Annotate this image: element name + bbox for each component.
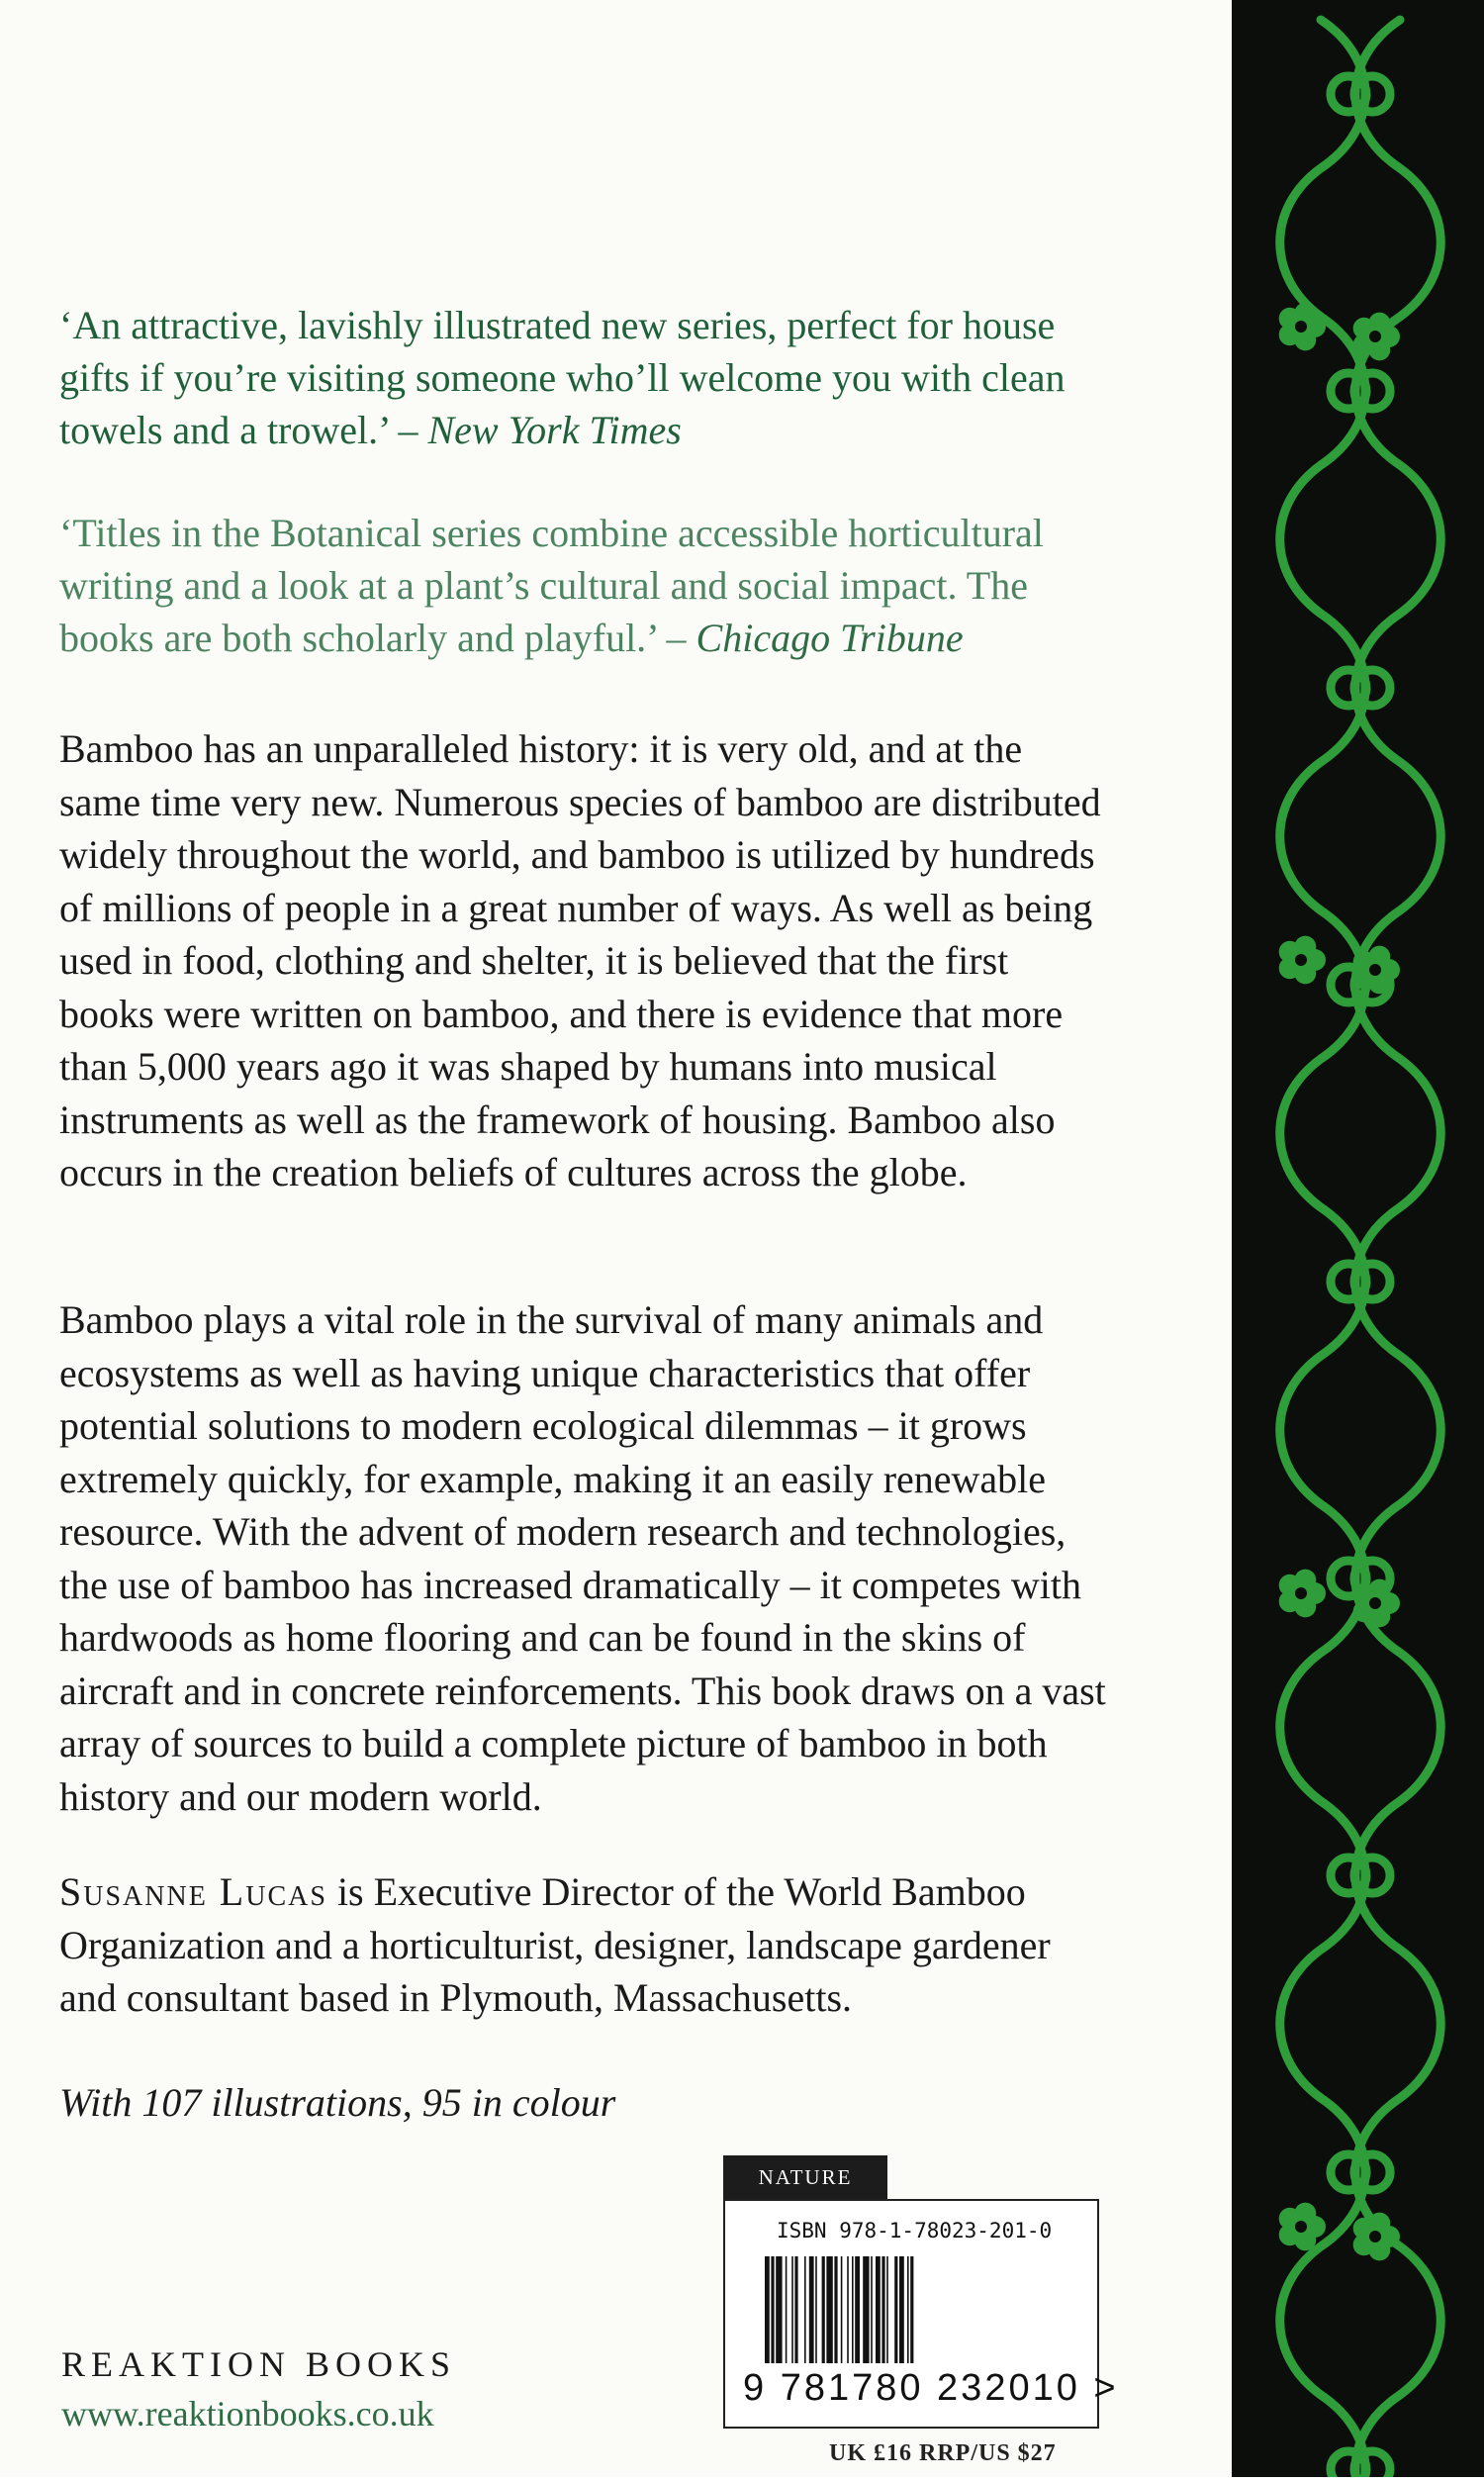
barcode-bar — [776, 2256, 782, 2363]
flower-petal — [1368, 1579, 1390, 1601]
flower-petal — [1294, 2203, 1316, 2225]
barcode-bar — [791, 2256, 793, 2363]
barcode-panel — [723, 2199, 1119, 2429]
vine-stroke — [1355, 614, 1440, 910]
barcode-bar — [815, 2256, 817, 2363]
flower-center — [1295, 2221, 1307, 2233]
barcode-bar — [876, 2256, 881, 2363]
flower-petal — [1368, 2213, 1390, 2235]
flower-center — [1295, 954, 1307, 966]
vine-stroke — [1355, 1207, 1440, 1504]
flower-petal — [1294, 303, 1316, 325]
barcode-bar — [822, 2256, 825, 2363]
flower-petal — [1294, 936, 1316, 958]
barcode-bar — [804, 2256, 806, 2363]
flower-petal — [1368, 946, 1390, 968]
barcode-bar — [910, 2256, 913, 2363]
flower-petal — [1368, 313, 1390, 334]
barcode-bar — [881, 2256, 884, 2363]
vine-stroke — [1355, 1801, 1440, 2098]
illustrations-note: With 107 illustrations, 95 in colour — [59, 2080, 616, 2125]
quote-source: New York Times — [427, 408, 682, 452]
author-bio-text: is Executive Director of the World Bamboo Organization and a horticulturist, designer, landscape gardener and consultant based in Plymouth, Massachusetts. — [59, 1869, 1051, 2020]
barcode-bar — [809, 2256, 814, 2363]
review-quote-nyt — [59, 299, 1108, 456]
vine-stroke — [1355, 1504, 1440, 1801]
vine-stroke — [1280, 317, 1365, 614]
barcode-bar — [871, 2256, 873, 2363]
description-paragraph-2: Bamboo plays a vital role in the survival of many animals and ecosystems as well as having unique characteristics that offer potential solutions to modern ecological dilemmas – it grows extremely quickly, for example, making it an easily renewable resource. With the advent of modern research and technologies, the use of bamboo has increased dramatically – it competes with hardwoods as home flooring and can be found in the skins of aircraft and in concrete reinforcements. This book draws on a vast array of sources to build a complete picture of bamboo in both history and our modern world. — [59, 1297, 1106, 1819]
floral-vine-icon — [1232, 0, 1484, 2477]
vine-stroke — [1355, 20, 1440, 317]
isbn-text: ISBN 978-1-78023-201-0 — [777, 2219, 1053, 2242]
flower-center — [1369, 1597, 1381, 1609]
price-label: UK £16 RRP/US $27 — [829, 2440, 1057, 2466]
vine-stroke — [1280, 2098, 1365, 2395]
barcode-bar — [786, 2256, 788, 2363]
barcode-icon — [765, 2256, 1062, 2365]
flower-center — [1295, 321, 1307, 333]
quote-source: Chicago Tribune — [696, 616, 964, 660]
quote-text: ‘Titles in the Botanical series combine accessible horticultural writing and a look at a plant’s cultural and social impact. The books are both scholarly and playful.’ – — [59, 511, 1044, 660]
flower-petal — [1294, 1570, 1316, 1591]
barcode-bar — [847, 2256, 849, 2363]
barcode-bar — [841, 2256, 843, 2363]
barcode-bar — [886, 2256, 888, 2363]
flower-center — [1369, 2231, 1381, 2242]
vine-stroke — [1280, 1801, 1365, 2098]
quote-text: ‘An attractive, lavishly illustrated new series, perfect for house gifts if you’re visiting someone who’ll welcome you with clean towels and a trowel.’ – — [59, 303, 1066, 452]
barcode-bar — [863, 2256, 869, 2363]
review-quote-tribune — [59, 507, 1108, 664]
barcode-bar — [907, 2256, 909, 2363]
author-bio — [59, 1865, 1108, 2025]
barcode-bar — [834, 2256, 837, 2363]
author-name: Susanne Lucas — [59, 1869, 327, 1914]
barcode-bar — [852, 2256, 854, 2363]
flower-center — [1369, 964, 1381, 976]
barcode-bar — [794, 2256, 797, 2363]
barcode-bar — [894, 2256, 897, 2363]
barcode-bar — [899, 2256, 904, 2363]
vine-stroke — [1355, 317, 1440, 614]
barcode-bar — [765, 2256, 770, 2363]
vine-stroke — [1280, 614, 1365, 910]
flower-center — [1295, 1587, 1307, 1599]
ean-number: 9 781780 232010 > — [743, 2367, 1119, 2409]
vine-stroke — [1280, 20, 1365, 317]
category-label: NATURE — [723, 2155, 887, 2199]
barcode-bar — [826, 2256, 832, 2363]
publisher-website: www.reaktionbooks.co.uk — [61, 2394, 434, 2433]
publisher-name: REAKTION BOOKS — [61, 2344, 456, 2384]
barcode-bar — [771, 2256, 774, 2363]
barcode-bar — [855, 2256, 860, 2363]
spine-ornament — [1232, 0, 1484, 2477]
description-paragraph-1: Bamboo has an unparalleled history: it is very old, and at the same time very new. Numerous species of bamboo are distributed widely throughout the world, and bamboo is utilized by hundreds of millions of people in a great number of ways. As well as being used in food, clothing and shelter, it is believed that the first books were written on bamboo, and there is evidence that more than 5,000 years ago it was shaped by humans into musical instruments as well as the framework of housing. Bamboo also occurs in the creation beliefs of cultures across the globe. — [59, 726, 1101, 1194]
vine-stroke — [1280, 1504, 1365, 1801]
vine-stroke — [1280, 1207, 1365, 1504]
flower-center — [1369, 331, 1381, 342]
